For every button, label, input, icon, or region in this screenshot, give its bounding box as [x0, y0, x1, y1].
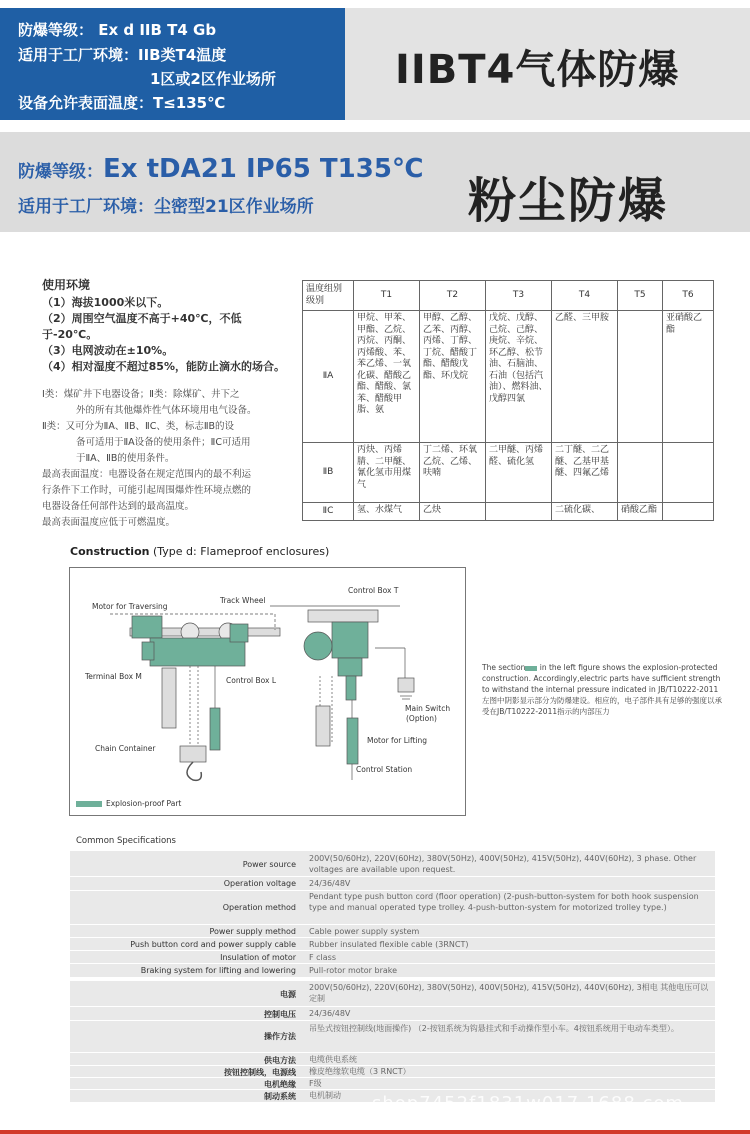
control-box-t-part	[332, 622, 368, 658]
label-main-switch: Main Switch	[405, 704, 451, 713]
gearbox-part	[338, 658, 362, 676]
spec-label: Operation voltage	[223, 879, 296, 888]
spec-value: F级	[309, 1079, 322, 1088]
banner-gas-explosion-proof	[0, 0, 750, 125]
spec-label: 电机绝缘	[264, 1080, 296, 1089]
spec-row	[70, 963, 715, 978]
construction-description	[482, 662, 722, 717]
banner-dust-explosion-proof	[0, 132, 750, 232]
env-note: 于ⅡA、ⅡB的使用条件。	[76, 453, 175, 464]
table-corner-header: 温度组别 级别	[303, 281, 354, 311]
spec-label: Power supply method	[209, 927, 296, 936]
table-cell: 丙炔、丙烯腈、二甲醚、氰化氢市用煤气	[354, 443, 420, 503]
label-motor-traversing: Motor for Traversing	[92, 602, 168, 611]
construction-title-rest: (Type d: Flameproof enclosures)	[149, 545, 330, 558]
description-en	[482, 662, 722, 695]
spec-value: Pull-rotor motor brake	[309, 966, 398, 975]
label-chain-container: Chain Container	[95, 744, 156, 753]
env-notes	[42, 387, 290, 531]
spec-value: 200V(50/60Hz), 220V(60Hz), 380V(50Hz), 400V(50Hz), 415V(50Hz), 440V(60Hz), 3 phase. Other voltages are available upon request.	[309, 854, 697, 874]
spec-label: 供电方法	[264, 1056, 296, 1065]
table-cell: 亚硝酸乙酯	[663, 311, 714, 443]
table-cell: 二甲醚、丙烯醛、硫化氢	[486, 443, 552, 503]
description-cn: 左图中阴影显示部分为防爆建设。相应的，电子部件具有足够的强度以承受在JB/T10222-2011指示的内部压力	[482, 696, 722, 716]
spec-value: Pendant type push button cord (floor operation) (2-push-button-system for both hook suspension type and manual operated type trolley. 4-push-button-system for motorized trolley type.)	[309, 892, 699, 912]
env-title: 使用环境	[42, 278, 91, 292]
env-condition: （2）周围空气温度不高于+40℃，不低于-20℃。	[42, 312, 242, 341]
env-note: 最高表面温度应低于可燃温度。	[42, 517, 176, 528]
table-row	[303, 503, 714, 521]
banner2-title: 粉尘防爆	[468, 173, 669, 229]
usage-environment	[42, 277, 290, 531]
table-cell	[618, 443, 663, 503]
env-condition: （1）海拔1000米以下。	[42, 296, 169, 309]
lifting-motor-part	[304, 632, 332, 660]
table-cell: 氢、水煤气	[354, 503, 420, 521]
spec-value: 吊坠式按钮控制线(地面操作) （2-按钮系统为钩悬挂式和手动操作型小车。4按钮系统用于电动车类型）。	[309, 1024, 679, 1033]
spec-value: Rubber insulated flexible cable (3RNCT)	[309, 940, 469, 949]
spec-row	[70, 1052, 715, 1066]
table-column-header: T4	[552, 281, 618, 311]
spec-value: 200V(50/60Hz), 220V(60Hz), 380V(50Hz), 400V(50Hz), 415V(50Hz), 440V(60Hz), 3相电 其他电压可以定制	[309, 983, 709, 1003]
label-control-station: Control Station	[356, 765, 413, 774]
table-cell	[618, 311, 663, 443]
spec-value: Cable power supply system	[309, 927, 420, 936]
env-note: 行条件下工作时，可能引起周围爆炸性环境点燃的	[42, 485, 252, 496]
table-column-header: T2	[420, 281, 486, 311]
hook-block-shape	[180, 746, 206, 762]
spec-row	[70, 924, 715, 938]
motor-traversing-part	[132, 616, 162, 638]
spec-label: 电源	[280, 990, 296, 999]
table-group-cell: ⅡB	[303, 443, 354, 503]
hook-shape	[187, 762, 201, 780]
table-header-row	[303, 281, 714, 311]
spec-row	[70, 1006, 715, 1021]
spec-value: 24/36/48V	[309, 879, 351, 888]
spec-value: 电机制动	[309, 1091, 341, 1100]
spec-row	[70, 937, 715, 951]
table-cell: 二硫化碳、	[552, 503, 618, 521]
label-motor-lifting: Motor for Lifting	[367, 736, 428, 745]
spec-title: Common Specifications	[76, 836, 176, 846]
table-cell	[663, 503, 714, 521]
description-en-rest: in the left figure shows the explosion-protected construction. Accordingly,electric parts have sufficient strength to withstand the internal pressure indicated in JB/T10222-2011	[482, 663, 721, 694]
table-group-cell: ⅡC	[303, 503, 354, 521]
table-cell: 甲醇、乙醇、乙苯、丙醇、丙烯、丁醇、丁烷、醋酸丁酯、醋酸戊酯、环戊烷	[420, 311, 486, 443]
spec-row	[70, 876, 715, 891]
table-row	[303, 311, 714, 443]
terminal-box-part	[142, 642, 154, 660]
dust-environment: 适用于工厂环境：尘密型21区作业场所	[18, 197, 314, 217]
pendant-part	[210, 708, 220, 750]
spec-label: Braking system for lifting and lowering	[140, 966, 296, 975]
dust-grade-line	[18, 154, 423, 184]
description-swatch	[525, 666, 537, 671]
control-station-part	[347, 718, 358, 764]
spec-row	[70, 950, 715, 964]
spec-table-chinese	[70, 980, 715, 1102]
spec-row	[70, 1020, 715, 1053]
table-column-header: T5	[618, 281, 663, 311]
spec-label: Insulation of motor	[220, 953, 296, 962]
banner1-line: 设备允许表面温度：T≤135℃	[18, 94, 226, 112]
env-note: 外的所有其他爆炸性气体环境用电气设备。	[76, 405, 257, 416]
env-condition: （3）电网波动在±10%。	[42, 344, 174, 357]
chain-container-shape	[162, 668, 176, 728]
spec-label: Operation method	[222, 903, 296, 912]
label-option: (Option)	[406, 714, 437, 723]
chain-container-right	[316, 706, 330, 746]
table-cell	[486, 503, 552, 521]
control-box-part	[230, 624, 248, 642]
table-cell: 丁二烯、环氧乙烷、乙烯、呋喃	[420, 443, 486, 503]
table-cell	[663, 443, 714, 503]
table-column-header: T6	[663, 281, 714, 311]
table-cell: 二丁醚、二乙醚、乙基甲基醚、四氟乙烯	[552, 443, 618, 503]
table-row	[303, 443, 714, 503]
env-note: Ⅰ类：煤矿井下电器设备；Ⅱ类：除煤矿、井下之	[42, 389, 240, 400]
env-note: Ⅱ类：又可分为ⅡA、ⅡB、ⅡC、类，标志ⅡB的设	[42, 421, 235, 432]
description-en-lead: The section	[482, 663, 526, 672]
spec-row	[70, 890, 715, 925]
spec-label: 按钮控制线，电源线	[224, 1068, 296, 1077]
legend-label: Explosion-proof Part	[106, 799, 182, 808]
bottom-accent-line	[0, 1130, 750, 1134]
control-box-l-part	[346, 676, 356, 700]
temperature-group-table	[302, 280, 714, 521]
banner1-line: 防爆等级： Ex d IIB T4 Gb	[18, 21, 217, 39]
spec-table-english	[70, 850, 715, 977]
table-column-header: T1	[354, 281, 420, 311]
env-note: 最高表面温度：电器设备在规定范围内的最不利运	[42, 469, 252, 480]
table-cell: 甲烷、甲苯、甲酯、乙烷、丙烷、丙酮、丙烯酸、苯、苯乙烯、一氧化碳、醋酸乙酯、醋酸、氯苯、醋酸甲脂、氨	[354, 311, 420, 443]
spec-label: Push button cord and power supply cable	[130, 940, 296, 949]
spec-value: 24/36/48V	[309, 1009, 351, 1018]
table-cell: 戊烷、戊醇、己烷、己醇、庚烷、辛烷、环乙醇、松节油、石脑油、石油（包括汽油）、燃料油、戊醇四氯	[486, 311, 552, 443]
spec-label: Power source	[242, 860, 296, 869]
banner1-title: IIBT4气体防爆	[395, 47, 680, 93]
construction-title	[70, 545, 329, 558]
table-column-header: T3	[486, 281, 552, 311]
label-terminal-box-m: Terminal Box M	[85, 672, 142, 681]
dust-grade-label: 防爆等级：	[18, 162, 103, 182]
label-control-box-l: Control Box L	[226, 676, 276, 685]
spec-value: 橡皮绝缘软电缆（3 RNCT）	[309, 1067, 411, 1076]
spec-row	[70, 850, 715, 877]
label-control-box-t: Control Box T	[348, 586, 399, 595]
construction-title-bold: Construction	[70, 545, 150, 558]
env-note: 电器设备任何部件达到的最高温度。	[42, 501, 195, 512]
env-note: 备可适用于ⅡA设备的使用条件；ⅡC可适用	[76, 437, 251, 448]
right-beam	[308, 610, 378, 622]
spec-label: 操作方法	[264, 1032, 296, 1041]
env-condition: （4）相对湿度不超过85%，能防止滴水的场合。	[42, 360, 285, 373]
main-switch-shape	[398, 678, 414, 692]
legend-swatch	[76, 801, 102, 807]
table-group-cell: ⅡA	[303, 311, 354, 443]
spec-value: 电缆供电系统	[309, 1055, 357, 1064]
dust-grade-value: Ex tDA21 IP65 T135℃	[103, 154, 424, 184]
table-cell: 乙炔	[420, 503, 486, 521]
banner1-line: 1区或2区作业场所	[150, 70, 276, 88]
spec-row	[70, 980, 715, 1007]
construction-diagram	[69, 567, 466, 816]
spec-value: F class	[309, 953, 337, 962]
banner1-line: 适用于工厂环境：IIB类T4温度	[18, 46, 227, 64]
spec-label: 制动系统	[264, 1092, 296, 1101]
table-cell: 乙醛、三甲胺	[552, 311, 618, 443]
label-track-wheel: Track Wheel	[220, 596, 266, 605]
table-cell: 硝酸乙酯	[618, 503, 663, 521]
spec-label: 控制电压	[264, 1010, 296, 1019]
watermark: shop7452f1831w017.1688.com	[372, 1093, 684, 1114]
